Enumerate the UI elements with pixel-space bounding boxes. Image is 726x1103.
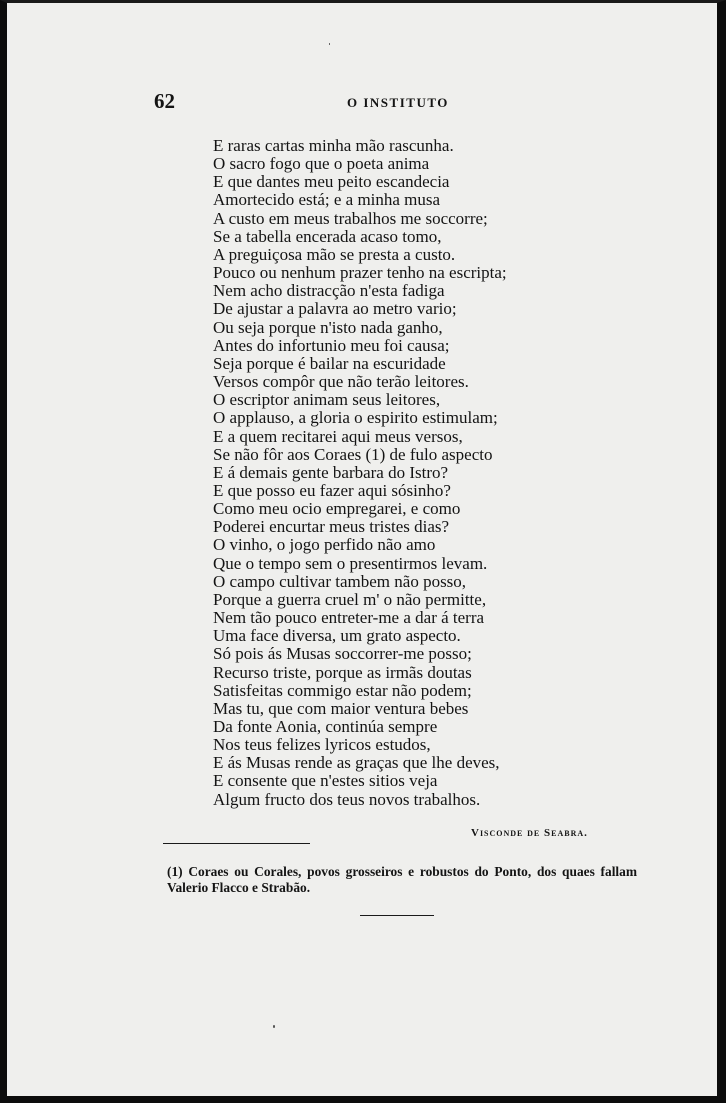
verse-line: E raras cartas minha mão rascunha. (213, 136, 454, 155)
verse-line: O applauso, a gloria o espirito estimulam; (213, 408, 498, 428)
verse-line: O campo cultivar tambem não posso, (213, 571, 467, 591)
verse-line: Versos compôr que não terão leitores. (213, 372, 469, 392)
ink-speck (329, 43, 330, 45)
verse-line: E á demais gente barbara do Istro? (213, 462, 449, 482)
verse-line: O vinho, o jogo perfido não amo (213, 535, 436, 555)
verse-line: Amortecido está; e a minha musa (213, 190, 441, 210)
signature: Visconde de Seabra. (471, 827, 588, 839)
verse-line: E que dantes meu peito escandecia (213, 172, 450, 192)
verse-line: O escriptor animam seus leitores, (213, 390, 441, 410)
verse-line: Seja porque é bailar na escuridade (213, 353, 446, 373)
verse-line: E a quem recitarei aqui meus versos, (213, 426, 463, 446)
verse-line: Como meu ocio empregarei, e como (213, 499, 461, 519)
verse-line: Nem acho distracção n'esta fadiga (213, 281, 445, 301)
verse-line: E que posso eu fazer aqui sósinho? (213, 480, 451, 500)
poem (213, 137, 613, 809)
verse-line: A preguiçosa mão se presta a custo. (213, 244, 456, 264)
verse-line: Antes do infortunio meu foi causa; (213, 335, 450, 355)
verse-line: O sacro fogo que o poeta anima (213, 154, 430, 174)
verse-line: Porque a guerra cruel m' o não permitte, (213, 589, 487, 609)
footnote-rule (163, 843, 310, 844)
end-rule (360, 915, 434, 916)
verse-line: E consente que n'estes sitios veja (213, 771, 438, 791)
verse-line: Recurso triste, porque as irmãs doutas (213, 662, 472, 682)
verse-line: Satisfeitas commigo estar não podem; (213, 680, 472, 700)
verse-line: E ás Musas rende as graças que lhe deves, (213, 753, 500, 773)
verse-line: De ajustar a palavra ao metro vario; (213, 299, 457, 319)
page-number: 62 (154, 89, 175, 113)
verse-line: Se não fôr aos Coraes (1) de fulo aspecto (213, 444, 493, 464)
verse-line: Se a tabella encerada acaso tomo, (213, 226, 442, 246)
verse-line: Só pois ás Musas soccorrer-me posso; (213, 644, 472, 664)
verse-line: A custo em meus trabalhos me soccorre; (213, 208, 488, 228)
verse-line: Ou seja porque n'isto nada ganho, (213, 317, 443, 337)
verse-line: Poderei encurtar meus tristes dias? (213, 517, 450, 537)
footnote: (1) Coraes ou Corales, povos grosseiros e robustos do Ponto, dos quaes fallam Valerio Flacco e Strabão. (167, 864, 637, 895)
ink-speck (273, 1025, 275, 1028)
verse-line: Algum fructo dos teus novos trabalhos. (213, 789, 481, 809)
verse-line: Nem tão pouco entreter-me a dar á terra (213, 608, 485, 628)
verse-line: Que o tempo sem o presentirmos levam. (213, 553, 488, 573)
running-head: O INSTITUTO (347, 95, 449, 110)
verse-line: Mas tu, que com maior ventura bebes (213, 698, 469, 718)
verse-line: Da fonte Aonia, continúa sempre (213, 717, 438, 736)
verse-line: Uma face diversa, um grato aspecto. (213, 626, 461, 646)
verse-line: Nos teus felizes lyricos estudos, (213, 735, 431, 755)
verse-line: Pouco ou nenhum prazer tenho na escripta; (213, 263, 507, 283)
